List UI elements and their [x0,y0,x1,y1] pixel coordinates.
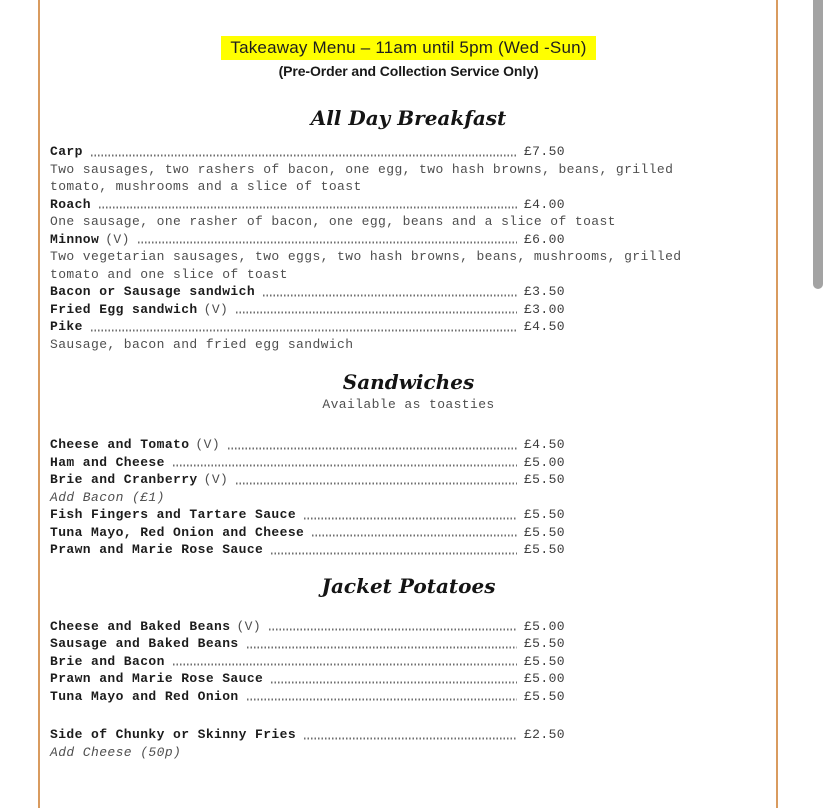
dotted-leader [98,206,517,209]
item-name: Prawn and Marie Rose Sauce [50,542,264,557]
item-price: £5.50 [523,524,565,540]
item-name: Brie and Bacon [50,653,165,669]
menu-item-row [50,635,565,653]
item-price: £3.00 [523,301,565,317]
vegetarian-tag: (V) [236,618,262,634]
item-price: £3.50 [523,284,565,299]
item-price: £4.50 [523,437,565,452]
item-name: Pike [50,319,83,334]
dotted-leader [270,681,517,684]
section-heading: Sandwiches [342,370,475,394]
menu-title: Takeaway Menu – 11am until 5pm (Wed -Sun) [221,36,595,60]
item-price: £2.50 [523,727,565,742]
item-description: Sausage, bacon and fried egg sandwich [50,336,354,352]
item-list [40,436,777,559]
item-list [40,618,777,706]
section-sandwiches [40,370,777,559]
dotted-leader [262,294,517,297]
menu-item-row [50,688,565,706]
dotted-leader [137,241,517,244]
item-description: Two vegetarian sausages, two eggs, two hash browns, beans, mushrooms, grilled tomato and one slice of toast [50,249,682,282]
item-name: Tuna Mayo, Red Onion and Cheese [50,524,305,540]
menu-sections [40,106,777,761]
menu-subtitle: (Pre-Order and Collection Service Only) [278,63,539,79]
item-price: £5.50 [523,542,565,557]
menu-item-row [50,541,565,559]
menu-item-row [50,436,565,454]
item-footnote: Add Cheese (50p) [50,744,182,760]
item-price: £5.00 [523,454,565,470]
item-name: Carp [50,144,83,159]
menu-item-row [50,524,565,542]
item-price: £4.50 [523,319,565,334]
menu-item-row [50,196,565,214]
item-name: Fried Egg sandwich [50,301,198,317]
dotted-leader [311,534,517,537]
item-footnote: Add Bacon (£1) [50,489,165,505]
dotted-leader [90,329,517,332]
dotted-leader [303,517,517,520]
item-name: Minnow [50,231,100,247]
item-name: Prawn and Marie Rose Sauce [50,671,264,686]
menu-item-row [50,283,565,301]
item-name: Ham and Cheese [50,454,165,470]
menu-item-row [50,231,565,249]
dotted-leader [227,447,517,450]
item-name: Sausage and Baked Beans [50,636,239,651]
dotted-leader [90,154,517,157]
section-sides [40,726,777,761]
item-name: Side of Chunky or Skinny Fries [50,727,297,742]
item-price: £5.50 [523,472,565,487]
menu-item-row [50,143,565,161]
dotted-leader [172,663,517,666]
menu-item-row [50,726,565,744]
dotted-leader [246,698,517,701]
section-heading: All Day Breakfast [310,106,507,130]
item-price: £7.50 [523,144,565,159]
menu-page [40,0,777,761]
vegetarian-tag: (V) [203,472,229,487]
item-name: Tuna Mayo and Red Onion [50,688,239,704]
title-row [40,36,777,60]
item-name: Fish Fingers and Tartare Sauce [50,507,297,522]
dotted-leader [303,737,517,740]
menu-item-row [50,653,565,671]
item-price: £5.50 [523,653,565,669]
item-price: £6.00 [523,231,565,247]
menu-item-row [50,506,565,524]
dotted-leader [235,311,517,314]
item-price: £5.00 [523,671,565,686]
item-name: Cheese and Tomato [50,437,190,452]
item-price: £5.00 [523,618,565,634]
item-description: One sausage, one rasher of bacon, one egg, beans and a slice of toast [50,214,616,229]
menu-item-row [50,301,565,319]
item-description: Two sausages, two rashers of bacon, one egg, two hash browns, beans, grilled tomato, mushrooms and a slice of toast [50,161,674,194]
menu-item-row [50,471,565,489]
item-price: £5.50 [523,507,565,522]
section-note: Available as toasties [322,397,495,412]
vegetarian-tag: (V) [203,301,229,317]
item-name: Roach [50,196,92,212]
section-jackets [40,574,777,706]
item-name: Bacon or Sausage sandwich [50,284,256,299]
scrollbar-thumb[interactable] [813,0,823,289]
item-price: £5.50 [523,688,565,704]
dotted-leader [268,628,517,631]
item-price: £4.00 [523,196,565,212]
vegetarian-tag: (V) [195,437,221,452]
section-heading: Jacket Potatoes [321,573,496,598]
menu-item-row [50,318,565,336]
section-breakfast [40,106,777,353]
menu-item-row [50,454,565,472]
item-price: £5.50 [523,636,565,651]
item-name: Brie and Cranberry [50,472,198,487]
dotted-leader [235,482,517,485]
item-list [40,143,777,353]
vegetarian-tag: (V) [105,231,130,247]
item-name: Cheese and Baked Beans [50,618,231,634]
menu-item-row [50,670,565,688]
dotted-leader [172,464,517,467]
dotted-leader [246,646,517,649]
item-list [40,726,777,761]
menu-item-row [50,618,565,636]
dotted-leader [270,552,517,555]
